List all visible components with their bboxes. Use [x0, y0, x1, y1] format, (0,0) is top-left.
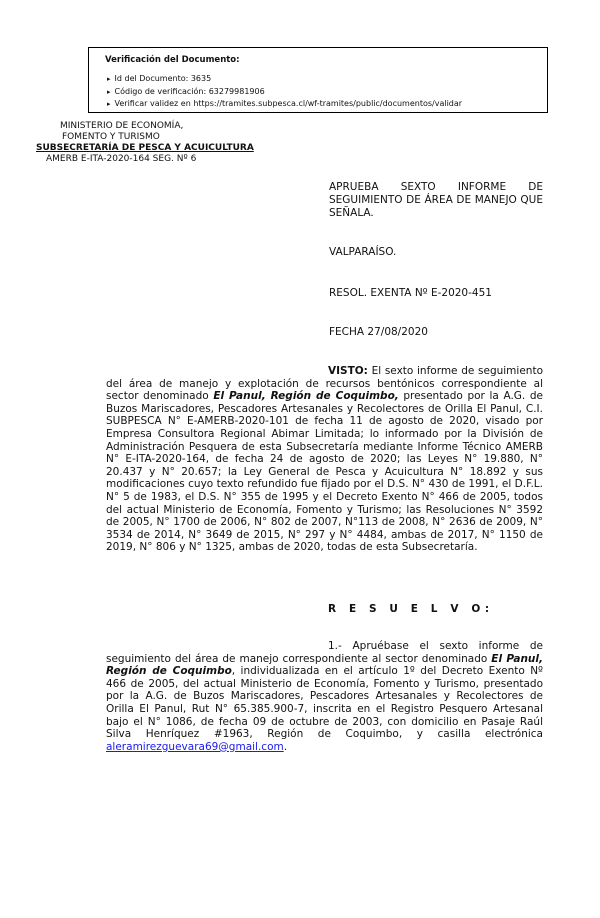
resuelvo-heading: R E S U E L V O:	[328, 603, 494, 615]
visto-label: VISTO:	[328, 365, 368, 377]
amerb-reference: AMERB E-ITA-2020-164 SEG. Nº 6	[46, 154, 197, 164]
resolution-title: APRUEBA SEXTO INFORME DE SEGUIMIENTO DE ÁREA DE MANEJO QUE SEÑALA.	[329, 181, 543, 219]
email-link[interactable]: aleramirezguevara69@gmail.com	[106, 740, 284, 753]
visto-paragraph	[106, 365, 543, 554]
resolution-number: RESOL. EXENTA Nº E-2020-451	[329, 287, 492, 299]
verification-list	[105, 73, 547, 111]
visto-text-1: El sexto informe de seguimiento del área de manejo y explotación de recursos bentónicos correspondiente al sector denominado	[106, 365, 543, 403]
visto-sector: El Panul, Región de Coquimbo,	[213, 390, 399, 403]
resolution-date: FECHA 27/08/2020	[329, 326, 428, 338]
verification-url[interactable]: ▸ Verificar validez en https://tramites.subpesca.cl/wf-tramites/public/documentos/validar	[107, 98, 547, 111]
point1-text-1: 1.- Apruébase el sexto informe de seguimiento del área de manejo correspondiente al sector denominado	[106, 640, 543, 665]
ministry-name-cont: FOMENTO Y TURISMO	[62, 132, 160, 142]
verification-doc-id: ▸ Id del Documento: 3635	[107, 73, 547, 86]
visto-text-2: presentado por la A.G. de Buzos Mariscadores, Pescadores Artesanales y Recolectores de Orilla El Panul, C.I. SUBPESCA N° E-AMERB-2020-101 de fecha 11 de agosto de 2020, visado por Empresa Consultora Regional Abimar Limitada; lo informado por la División de Administración Pesquera de esta Subsecretaría mediante Informe Técnico AMERB N° E-ITA-2020-164, de fecha 24 de agosto de 2020; las Leyes N° 19.880, N° 20.437 y N° 20.657; la Ley General de Pesca y Acuicultura N° 18.892 y sus modificaciones cuyo texto refundido fue fijado por el D.S. N° 430 de 1991, el D.F.L. N° 5 de 1983, el D.S. N° 355 de 1995 y el Decreto Exento N° 466 de 2005, todos del actual Ministerio de Economía, Fomento y Turismo; las Resoluciones N° 3592 de 2005, N° 1700 de 2006, N° 802 de 2007, N°113 de 2008, N° 2636 de 2009, N° 3534 de 2014, N° 3649 de 2015, N° 297 y N° 4484, ambas de 2017, N° 1150 de 2019, N° 806 y N° 1325, ambas de 2020, todas de esta Subsecretaría.	[106, 390, 543, 554]
verification-box	[88, 47, 548, 113]
point1-text-3: .	[283, 740, 288, 753]
verification-title: Verificación del Documento:	[105, 55, 240, 65]
point1-sector: El Panul, Región de Coquimbo	[106, 652, 543, 678]
ministry-name: MINISTERIO DE ECONOMÍA,	[60, 121, 184, 131]
subsecretaria-name: SUBSECRETARÍA DE PESCA Y ACUICULTURA	[36, 143, 254, 153]
ministry-header	[36, 121, 296, 165]
resolution-point-1	[106, 640, 543, 753]
verification-code: ▸ Código de verificación: 63279981906	[107, 86, 547, 99]
place: VALPARAÍSO.	[329, 246, 397, 258]
point1-text-2: , individualizada en el artículo 1º del Decreto Exento Nº 466 de 2005, del actual Ministerio de Economía, Fomento y Turismo, presentado por la A.G. de Buzos Mariscadores, Pescadores Artesanales y Recolectores de Orilla El Panul, Rut N° 65.385.900-7, inscrita en el Registro Pesquero Artesanal bajo el N° 1086, de fecha 09 de octubre de 2003, con domicilio en Pasaje Raúl Silva Henríquez #1963, Región de Coquimbo, y casilla electrónica	[106, 665, 543, 741]
